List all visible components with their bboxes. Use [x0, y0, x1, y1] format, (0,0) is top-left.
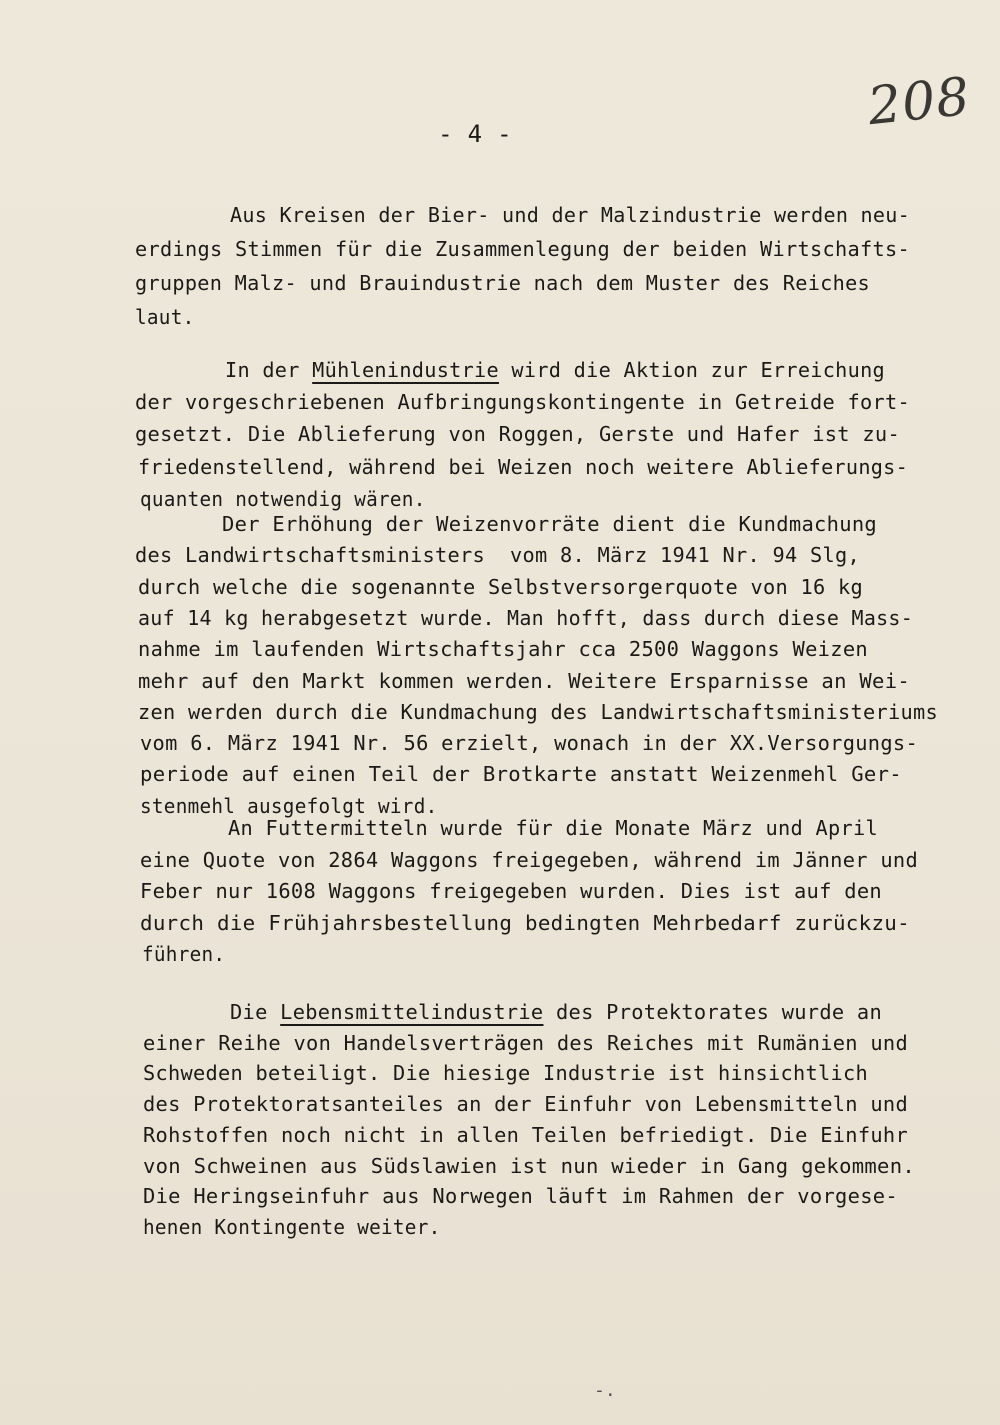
line-text: mehr auf den Markt kommen werden. Weitere Ersparnisse an Wei- [138, 668, 911, 693]
text-line [135, 545, 860, 566]
underlined-term: Lebensmittelindustrie [280, 1000, 544, 1024]
line-text: Der Erhöhung der Weizenvorräte dient die Kundmachung [222, 512, 878, 536]
text-line [140, 733, 918, 754]
text-line [143, 1030, 909, 1055]
text-line [140, 486, 426, 511]
text-line [225, 360, 885, 381]
line-text: durch die Frühjahrsbestellung bedingten Mehrbedarf zurückzu- [140, 910, 910, 935]
line-text: gruppen Malz- und Brauindustrie nach dem Muster des Reiches [135, 271, 871, 295]
text-line [140, 910, 910, 935]
text-line [138, 699, 939, 724]
line-text: gesetzt. Die Ablieferung von Roggen, Gerste und Hafer ist zu- [135, 422, 901, 447]
text-line [135, 307, 195, 328]
text-line [135, 239, 910, 260]
text-line [138, 605, 914, 630]
line-text: Die [230, 1000, 281, 1024]
text-line [135, 273, 870, 294]
line-text: durch welche die sogenannte Selbstversorgerquote von 16 kg [138, 574, 863, 599]
text-line [143, 1122, 909, 1147]
text-line [143, 1094, 908, 1115]
line-text: von Schweinen aus Südslawien ist nun wieder in Gang gekommen. [143, 1153, 916, 1178]
text-line [138, 454, 909, 479]
text-line [135, 392, 910, 413]
line-text: periode auf einen Teil der Brotkarte anstatt Weizenmehl Ger- [140, 762, 903, 787]
text-line [138, 574, 863, 599]
line-text: In der [225, 358, 313, 382]
line-text: der vorgeschriebenen Aufbringungskontingente in Getreide fort- [135, 390, 911, 415]
line-text: eine Quote von 2864 Waggons freigegeben, während im Jänner und [140, 847, 919, 872]
text-line [222, 514, 877, 535]
line-text: Die Heringseinfuhr aus Norwegen läuft im Rahmen der vorgese- [143, 1184, 898, 1209]
text-line [140, 847, 919, 872]
line-text: erdings Stimmen für die Zusammenlegung der beiden Wirtschafts- [135, 237, 911, 261]
text-line [143, 1186, 898, 1207]
line-text: auf 14 kg herabgesetzt wurde. Man hofft, dass durch diese Mass- [138, 605, 914, 630]
line-text: des Landwirtschaftsministers vom 8. März 1941 Nr. 94 Slg, [135, 543, 860, 568]
underlined-term: Mühlenindustrie [312, 358, 499, 382]
text-line [143, 1063, 868, 1084]
line-text: zen werden durch die Kundmachung des Landwirtschaftsministeriums [138, 699, 939, 724]
line-text: quanten notwendig wären. [140, 486, 426, 511]
text-line [142, 944, 225, 965]
line-text: des Protektoratsanteiles an der Einfuhr von Lebensmitteln und [143, 1092, 909, 1117]
line-text: des Protektorates wurde an [543, 1000, 883, 1024]
line-text: führen. [142, 942, 226, 966]
line-text: nahme im laufenden Wirtschaftsjahr cca 2500 Waggons Weizen [138, 637, 869, 662]
text-line [230, 205, 910, 226]
line-text: friedenstellend, während bei Weizen noch weitere Ablieferungs- [138, 454, 909, 479]
text-line [228, 818, 878, 839]
text-line [138, 668, 911, 693]
stray-mark: -. [594, 1380, 616, 1401]
page-number: - 4 - [438, 120, 512, 148]
line-text: stenmehl ausgefolgt wird. [140, 793, 438, 818]
text-line [140, 881, 882, 902]
text-line [138, 639, 868, 660]
line-text: laut. [135, 305, 195, 329]
line-text: Schweden beteiligt. Die hiesige Industrie ist hinsichtlich [143, 1061, 868, 1086]
text-line [140, 764, 902, 785]
line-text: einer Reihe von Handelsverträgen des Reiches mit Rumänien und [143, 1030, 909, 1055]
line-text: Feber nur 1608 Waggons freigegeben wurden. Dies ist auf den [140, 879, 883, 903]
line-text: henen Kontingente weiter. [143, 1214, 441, 1239]
archive-number-handwritten: 208 [865, 66, 974, 138]
text-line [230, 1002, 882, 1023]
line-text: Aus Kreisen der Bier- und der Malzindustrie werden neu- [230, 203, 911, 227]
text-line [143, 1153, 916, 1178]
text-line [143, 1214, 441, 1239]
line-text: vom 6. März 1941 Nr. 56 erzielt, wonach in der XX.Versorgungs- [140, 731, 919, 756]
line-text: An Futtermitteln wurde für die Monate März und April [228, 816, 879, 840]
text-line [135, 424, 900, 445]
line-text: wird die Aktion zur Erreichung [498, 358, 885, 382]
line-text: Rohstoffen noch nicht in allen Teilen befriedigt. Die Einfuhr [143, 1122, 909, 1147]
text-line [140, 793, 438, 818]
